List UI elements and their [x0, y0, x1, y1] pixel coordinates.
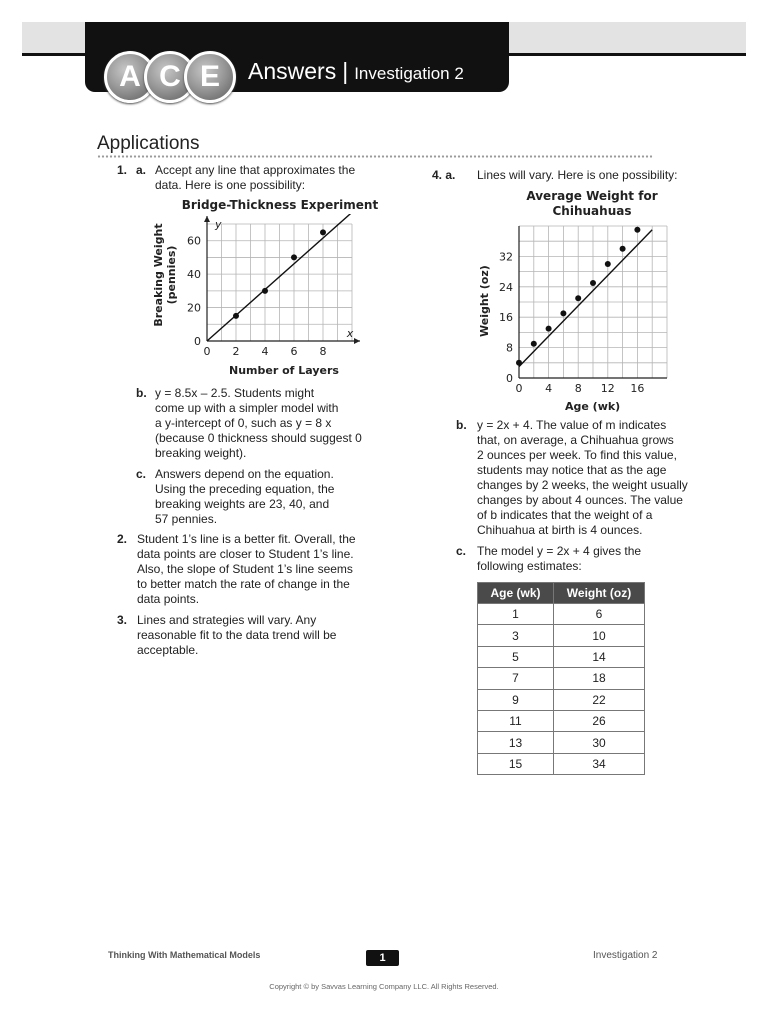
q1b-line: a y-intercept of 0, such as y = 8 x [155, 416, 332, 430]
table-cell-weight: 26 [554, 710, 645, 731]
q1b-line: breaking weight). [155, 446, 247, 460]
q4c-line: The model y = 2x + 4 gives the [477, 544, 642, 558]
q1a-label: a. [136, 163, 147, 177]
chart1-ylabel-line1: Breaking Weight [152, 223, 165, 327]
chart2-xlabel: Age (wk) [565, 400, 621, 413]
ace-logo-a: A [104, 51, 156, 103]
table-cell-weight: 18 [554, 668, 645, 689]
data-point [575, 295, 581, 301]
x-tick-label: 16 [630, 382, 645, 395]
q4b-line: changes by about 4 ounces. The value [477, 493, 683, 507]
q3-number: 3. [117, 613, 128, 627]
q4b-line: changes by 2 weeks, the weight usually [477, 478, 688, 492]
q4b-text [477, 418, 688, 538]
table-cell-weight: 34 [554, 753, 645, 774]
q1b-text [155, 386, 362, 461]
table-cell-age: 7 [478, 668, 554, 689]
data-point [634, 227, 640, 233]
chart2-title-line1: Average Weight for [526, 189, 658, 203]
x-tick-label: 4 [261, 345, 269, 358]
footer-investigation: Investigation 2 [593, 950, 658, 961]
q4b-line: of b indicates that the weight of a [477, 508, 653, 522]
q1c-text [155, 467, 334, 527]
q4b-line: 2 ounces per week. To find this value, [477, 448, 677, 462]
table-row [478, 732, 645, 753]
data-point [291, 254, 297, 260]
table-cell-age: 5 [478, 646, 554, 667]
chart2-title-line2: Chihuahuas [552, 204, 632, 218]
table-row [478, 604, 645, 625]
chart2-plot [496, 222, 676, 400]
ace-logo-e: E [184, 51, 236, 103]
y-tick-label: 32 [499, 250, 513, 264]
title-subtitle: Investigation 2 [354, 64, 464, 83]
estimates-table [477, 582, 645, 775]
y-axis-arrow [204, 216, 210, 222]
q4c-text [477, 544, 641, 574]
q2-line: Also, the slope of Student 1’s line seems [137, 562, 353, 576]
x-tick-label: 0 [515, 382, 523, 395]
table-row [478, 625, 645, 646]
section-title: Applications [97, 133, 200, 154]
q1b-line: y = 8.5x – 2.5. Students might [155, 386, 315, 400]
chart1-ylabel [152, 220, 178, 330]
q4a-text: Lines will vary. Here is one possibility: [477, 168, 678, 182]
q4-number: 4. a. [432, 168, 456, 182]
x-axis-arrow [354, 338, 360, 344]
data-point [262, 288, 268, 294]
table-header-age: Age (wk) [478, 583, 554, 604]
table-cell-weight: 22 [554, 689, 645, 710]
table-cell-age: 15 [478, 753, 554, 774]
table-cell-age: 13 [478, 732, 554, 753]
q4b-line: students may notice that as the age [477, 463, 667, 477]
table-header-row [478, 583, 645, 604]
table-row [478, 753, 645, 774]
q4c-line: following estimates: [477, 559, 582, 573]
page-title [248, 58, 464, 85]
q2-line: to better match the rate of change in the [137, 577, 350, 591]
table-cell-age: 1 [478, 604, 554, 625]
fit-line [519, 230, 652, 367]
q3-text [137, 613, 336, 658]
dotted-divider [97, 155, 653, 158]
x-tick-label: 12 [600, 382, 615, 395]
ace-logo-c: C [144, 51, 196, 103]
q2-line: data points. [137, 592, 200, 606]
y-tick-label: 24 [499, 280, 513, 294]
x-tick-label: 2 [232, 345, 240, 358]
data-point [620, 246, 626, 252]
table-row [478, 646, 645, 667]
chart2-ylabel: Weight (oz) [478, 265, 491, 337]
chart1-title: Bridge-Thickness Experiment [181, 198, 379, 212]
title-separator: | [342, 58, 349, 84]
data-point [516, 360, 522, 366]
q4b-label: b. [456, 418, 467, 432]
data-point [320, 229, 326, 235]
data-point [233, 313, 239, 319]
q1c-line: 57 pennies. [155, 512, 218, 526]
q1a-text: Accept any line that approximates the data. Here is one possibility: [155, 163, 356, 192]
data-point [546, 326, 552, 332]
table-row [478, 689, 645, 710]
q4b-line: that, on average, a Chihuahua grows [477, 433, 674, 447]
y-tick-label: 20 [187, 301, 201, 315]
title-main: Answers [248, 58, 337, 84]
q3-line: Lines and strategies will vary. Any [137, 613, 317, 627]
q2-number: 2. [117, 532, 128, 546]
q1b-label: b. [136, 386, 147, 400]
x-tick-label: 8 [574, 382, 582, 395]
table-cell-age: 9 [478, 689, 554, 710]
table-header-weight: Weight (oz) [554, 583, 645, 604]
footer-book-title: Thinking With Mathematical Models [108, 950, 261, 960]
q1b-line: (because 0 thickness should suggest 0 [155, 431, 362, 445]
chart1-plot [180, 214, 370, 364]
y-tick-label: 16 [499, 311, 513, 325]
table-cell-weight: 6 [554, 604, 645, 625]
data-point [605, 261, 611, 267]
y-tick-label: 0 [194, 335, 201, 348]
y-tick-label: 60 [187, 234, 201, 248]
q2-line: data points are closer to Student 1’s line. [137, 547, 354, 561]
data-point [560, 310, 566, 316]
table-row [478, 668, 645, 689]
q3-line: reasonable fit to the data trend will be [137, 628, 337, 642]
data-point [590, 280, 596, 286]
q1c-line: Using the preceding equation, the [155, 482, 335, 496]
table-cell-age: 11 [478, 710, 554, 731]
x-tick-label: 0 [203, 345, 211, 358]
table-cell-age: 3 [478, 625, 554, 646]
table-cell-weight: 10 [554, 625, 645, 646]
x-tick-label: 4 [545, 382, 553, 395]
table-cell-weight: 14 [554, 646, 645, 667]
data-point [531, 341, 537, 347]
y-axis-variable: y [215, 218, 222, 231]
q2-text [137, 532, 356, 607]
chart1-xlabel: Number of Layers [229, 364, 339, 377]
q4b-line: Chihuahua at birth is 4 ounces. [477, 523, 643, 537]
q1c-line: Answers depend on the equation. [155, 467, 334, 481]
q3-line: acceptable. [137, 643, 199, 657]
q1b-line: come up with a simpler model with [155, 401, 339, 415]
q1c-label: c. [136, 467, 147, 481]
x-axis-variable: x [346, 327, 354, 340]
y-tick-label: 0 [506, 372, 513, 385]
chart1-ylabel-line2: (pennies) [165, 245, 178, 305]
copyright-notice: Copyright © by Savvas Learning Company LLC. All Rights Reserved. [269, 982, 499, 991]
x-tick-label: 8 [319, 345, 327, 358]
y-tick-label: 8 [506, 341, 513, 355]
q1c-line: breaking weights are 23, 40, and [155, 497, 330, 511]
q1-number: 1. [117, 163, 128, 177]
page-number: 1 [366, 950, 399, 966]
y-tick-label: 40 [187, 268, 201, 282]
chart2-title [502, 189, 682, 219]
table-row [478, 710, 645, 731]
q4b-line: y = 2x + 4. The value of m indicates [477, 418, 667, 432]
q2-line: Student 1’s line is a better fit. Overall, the [137, 532, 356, 546]
x-tick-label: 6 [290, 345, 298, 358]
q4c-label: c. [456, 544, 467, 558]
table-cell-weight: 30 [554, 732, 645, 753]
